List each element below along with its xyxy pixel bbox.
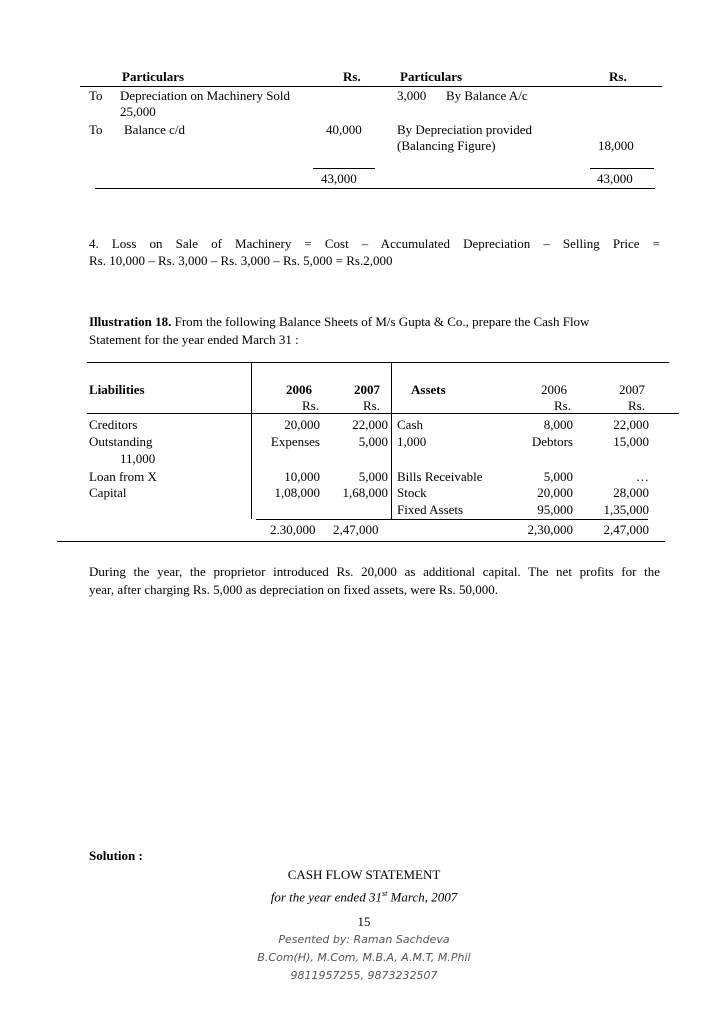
asset-stock-2006: 20,000	[537, 485, 573, 500]
ledger-row2-particular: Balance c/d	[124, 122, 185, 137]
footer-presenter: Pesented by: Raman Sachdeva	[278, 933, 450, 946]
asset-fixed-2006: 95,000	[537, 502, 573, 517]
ledger-row2-right-amount: 18,000	[598, 138, 634, 153]
header-l-2006: 2006	[286, 382, 312, 397]
illustration-line-2: Statement for the year ended March 31 :	[89, 332, 299, 347]
cash-flow-title: CASH FLOW STATEMENT	[287, 867, 441, 882]
liab-loan-2007: 5,000	[358, 469, 388, 484]
asset-fixed: Fixed Assets	[397, 502, 464, 517]
ledger-col-rs-right: Rs.	[609, 69, 627, 84]
ledger-row1-particular: Depreciation on Machinery Sold	[120, 88, 291, 103]
header-a-2007-rs: Rs.	[628, 398, 645, 413]
liab-outstanding: Outstanding	[89, 434, 153, 449]
note-4-line-2: Rs. 10,000 – Rs. 3,000 – Rs. 3,000 – Rs. 5,000 = Rs.2,000	[89, 253, 393, 268]
ledger-row1-amount: 25,000	[120, 104, 156, 119]
asset-cash-2007: 22,000	[613, 417, 649, 432]
ledger-total-left-rule	[313, 168, 375, 169]
note-4-line-1: 4. Loss on Sale of Machinery = Cost – Accumulated Depreciation – Selling Price =	[89, 236, 660, 251]
page-number: 15	[357, 914, 371, 929]
liab-expenses: Expenses	[270, 434, 320, 449]
table-top-rule	[87, 362, 669, 363]
asset-debtors-2006: 11,000	[120, 451, 156, 466]
ledger-row2-amount: 40,000	[326, 122, 362, 137]
ledger-col-rs-left: Rs.	[343, 69, 361, 84]
cash-flow-subtitle	[214, 886, 514, 905]
ledger-row1-to: To	[89, 88, 103, 103]
liab-loan: Loan from X	[89, 469, 157, 484]
liab-capital: Capital	[89, 485, 127, 500]
asset-bills: Bills Receivable	[397, 469, 483, 484]
header-l-2007-rs: Rs.	[363, 398, 380, 413]
illustration-text-1: From the following Balance Sheets of M/s Gupta & Co., prepare the Cash Flow	[171, 314, 590, 329]
table-header-rule	[87, 413, 679, 414]
liab-creditors: Creditors	[89, 417, 138, 432]
header-assets: Assets	[411, 382, 446, 397]
liab-creditors-2006: 20,000	[284, 417, 320, 432]
header-l-2006-rs: Rs.	[302, 398, 319, 413]
ledger-header-rule	[80, 86, 662, 87]
asset-debtors-2007: 15,000	[613, 434, 649, 449]
asset-cash-2006: 8,000	[543, 417, 573, 432]
during-line-1: During the year, the proprietor introduced Rs. 20,000 as additional capital. The net profits for the	[89, 564, 660, 579]
header-a-2006-rs: Rs.	[554, 398, 571, 413]
table-divider-2	[391, 362, 392, 519]
solution-label: Solution :	[89, 848, 143, 863]
asset-bills-2006: 5,000	[543, 469, 573, 484]
ledger-row2-right-particular-1: By Depreciation provided	[397, 122, 533, 137]
footer-qualifications: B.Com(H), M.Com, M.B.A, A.M.T, M.Phil	[257, 951, 471, 964]
asset-bills-2007: …	[636, 469, 649, 484]
asset-fixed-2007: 1,35,000	[603, 502, 649, 517]
table-bottom-rule	[57, 541, 665, 542]
total-liab-2006: 2.30,000	[270, 522, 316, 537]
ledger-row1-right-particular: By Balance A/c	[446, 88, 528, 103]
liab-expenses-2006: 1,000	[397, 434, 427, 449]
header-liabilities: Liabilities	[89, 382, 145, 397]
header-a-2007: 2007	[619, 382, 645, 397]
ledger-row2-right-particular-2: (Balancing Figure)	[397, 138, 496, 153]
ledger-row1-right-amount: 3,000	[397, 88, 427, 103]
asset-stock-2007: 28,000	[613, 485, 649, 500]
illustration-label: Illustration 18.	[89, 314, 172, 329]
header-l-2007: 2007	[354, 382, 380, 397]
total-asset-2006: 2,30,000	[527, 522, 573, 537]
liab-creditors-2007: 22,000	[352, 417, 388, 432]
asset-debtors: Debtors	[531, 434, 573, 449]
header-a-2006: 2006	[541, 382, 567, 397]
asset-stock: Stock	[397, 485, 427, 500]
table-total-rule	[256, 519, 648, 520]
ledger-total-left: 43,000	[321, 171, 357, 186]
subtitle-pre: for the year ended 31	[270, 889, 382, 905]
ledger-bottom-rule	[95, 188, 655, 189]
ledger-total-right-rule	[590, 168, 654, 169]
ledger-col-particulars-left: Particulars	[122, 69, 185, 84]
ledger-col-particulars-right: Particulars	[400, 69, 463, 84]
ledger-total-right: 43,000	[597, 171, 633, 186]
asset-cash: Cash	[397, 417, 423, 432]
liab-loan-2006: 10,000	[284, 469, 320, 484]
during-line-2: year, after charging Rs. 5,000 as depreciation on fixed assets, were Rs. 50,000.	[89, 582, 498, 597]
ledger-row2-to: To	[89, 122, 103, 137]
liab-expenses-2007: 5,000	[358, 434, 388, 449]
subtitle-sup: st	[381, 889, 388, 898]
footer-phone: 9811957255, 9873232507	[290, 969, 438, 982]
liab-capital-2007: 1,68,000	[342, 485, 388, 500]
illustration-line-1	[89, 312, 669, 331]
total-liab-2007: 2,47,000	[333, 522, 379, 537]
subtitle-post: March, 2007	[387, 889, 458, 905]
total-asset-2007: 2,47,000	[603, 522, 649, 537]
liab-capital-2006: 1,08,000	[274, 485, 320, 500]
